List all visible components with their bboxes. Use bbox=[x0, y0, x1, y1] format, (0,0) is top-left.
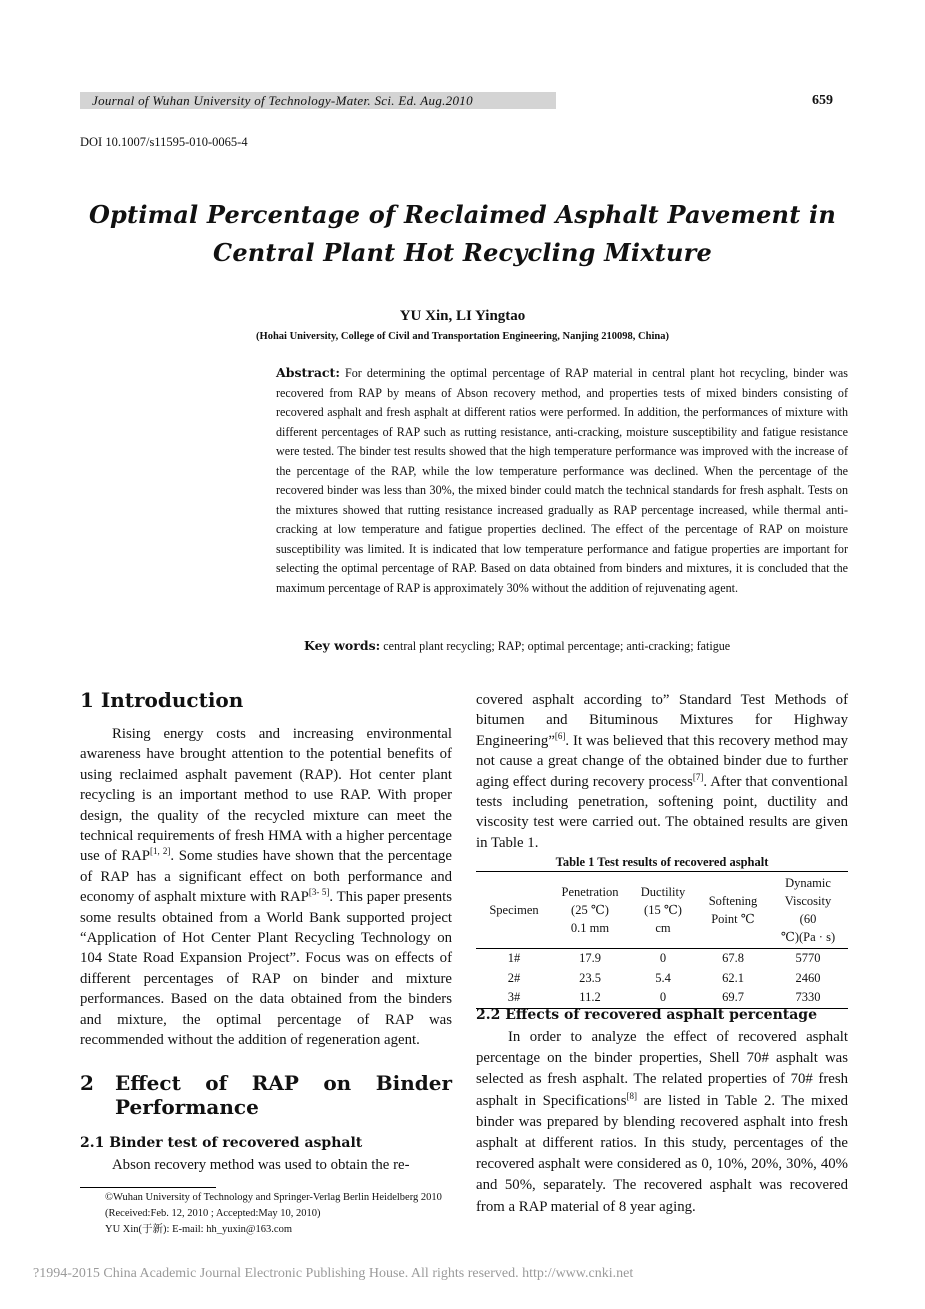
section-2-title-line2: Performance bbox=[115, 1095, 259, 1119]
journal-header: Journal of Wuhan University of Technology-Mater. Sci. Ed. Aug.2010 bbox=[92, 93, 473, 108]
section-2-2-heading: 2.2 Effects of recovered asphalt percentage bbox=[476, 1007, 817, 1023]
section-2-heading bbox=[80, 1071, 452, 1119]
section-2-1-heading: 2.1 Binder test of recovered asphalt bbox=[80, 1135, 363, 1151]
section-1-heading: 1 Introduction bbox=[80, 688, 244, 712]
abstract-label: Abstract: bbox=[276, 365, 340, 380]
recovery-paragraph bbox=[476, 690, 848, 853]
intro-text-b: . Some studies have shown that the percentage of RAP has a significant effect on both performance and economy of asphalt mixture with RAP bbox=[80, 848, 452, 906]
recovery-text-c: . After that conventional tests including penetration, softening point, ductility and viscosity test were carried out. The obtained results are given in Table 1. bbox=[476, 773, 848, 851]
table-cell: 67.8 bbox=[722, 951, 744, 965]
footnote-contact: YU Xin(于新): E-mail: hh_yuxin@163.com bbox=[105, 1224, 292, 1235]
table-1-caption: Table 1 Test results of recovered asphalt bbox=[555, 855, 769, 869]
table-cell: 3# bbox=[476, 988, 552, 1008]
copyright-footer: ?1994-2015 China Academic Journal Electronic Publishing House. All rights reserved. http://www.cnki.net bbox=[33, 1266, 634, 1281]
abstract bbox=[276, 363, 848, 598]
table-cell: 2460 bbox=[795, 970, 821, 985]
section-2-title-line1: Effect of RAP on Binder bbox=[115, 1071, 452, 1095]
section-2-2-text-a: In order to analyze the effect of recovered asphalt percentage on the binder properties, Shell 70# asphalt was selected as fresh asphalt. The related properties of 70# fresh asphalt in Specifications bbox=[476, 1029, 848, 1109]
col-ductility-line1: Ductility bbox=[640, 885, 686, 899]
intro-text-c: . This paper presents some results obtained from a World Bank supported project “Application of Hot Center Plant Recycling Technology on 104 State Road Expansion Project”. Focus was on effects of different percentages of RAP on binder and mixture performances. Based on the data obtained from the binders and mixture, the optimal percentage of RAP was recommended without the addition of regeneration agent. bbox=[80, 889, 452, 1049]
table-cell: 5.4 bbox=[655, 970, 671, 985]
section-2-1-paragraph: Abson recovery method was used to obtain the re- bbox=[112, 1157, 410, 1173]
footnote-received: (Received:Feb. 12, 2010 ; Accepted:May 10, 2010) bbox=[105, 1208, 321, 1219]
page-number: 659 bbox=[812, 93, 833, 108]
keywords-label: Key words: bbox=[304, 638, 381, 653]
col-viscosity-line3: (60 bbox=[799, 912, 817, 926]
col-viscosity-line1: Dynamic bbox=[785, 876, 831, 890]
citation-6: [6] bbox=[554, 730, 566, 741]
keywords bbox=[304, 638, 730, 654]
doi: DOI 10.1007/s11595-010-0065-4 bbox=[80, 135, 248, 149]
keywords-text: central plant recycling; RAP; optimal percentage; anti-cracking; fatigue bbox=[383, 639, 731, 653]
table-cell: 5770 bbox=[795, 951, 821, 965]
table-cell: 1# bbox=[507, 951, 521, 965]
footnote-divider bbox=[80, 1187, 216, 1188]
table-row bbox=[476, 949, 848, 969]
section-2-2-paragraph bbox=[476, 1027, 848, 1218]
col-penetration-line2: (25 ℃) bbox=[571, 903, 609, 917]
section-2-number: 2 bbox=[80, 1071, 94, 1095]
table-cell: 7330 bbox=[768, 988, 848, 1008]
section-2-2-text-b: are listed in Table 2. The mixed binder was prepared by blending recovered asphalt into fresh asphalt at different ratios. In this study, percentages of the recovered asphalt were considered as 0, 10%, 20%, 30%, 40% and 50%, separately. The recovered asphalt was recovered from a RAP material of 8 year aging. bbox=[476, 1092, 848, 1215]
affiliation: (Hohai University, College of Civil and Transportation Engineering, Nanjing 210098, China) bbox=[256, 331, 669, 342]
col-viscosity-line2: Viscosity bbox=[784, 894, 832, 908]
table-cell: 2# bbox=[507, 970, 521, 985]
citation-1-2: [1, 2] bbox=[150, 846, 171, 857]
citation-8: [8] bbox=[626, 1090, 637, 1101]
table-cell: 17.9 bbox=[579, 951, 601, 965]
abstract-text: For determining the optimal percentage of RAP material in central plant hot recycling, binder was recovered from RAP by means of Abson recovery method, and properties tests of mixed binders consisting of recovered asphalt and fresh asphalt at different ratios were performed. In addition, the performances of mixture with different percentages of RAP such as rutting resistance, anti-cracking, moisture susceptibility and fatigue resistance were tested. The binder test results showed that the high temperature performance was improved with the increase of the percentage of the RAP, while the low temperature performance was declined. When the percentage of the recovered binder was less than 30%, the mixed binder could match the technical standards for fresh asphalt. Tests on the mixtures showed that rutting resistance increased gradually as RAP percentage increased, while thermal anti-cracking at low temperature and fatigue properties declined. The effect of the percentage of RAP on moisture susceptibility was limited. It is indicated that low temperature performance and fatigue properties are important for selecting the optimal percentage of RAP. Based on data obtained from binders and mixtures, it is concluded that the maximum percentage of RAP is approximately 30% without the addition of rejuvenating agent. bbox=[276, 366, 848, 595]
table-cell: 11.2 bbox=[552, 988, 628, 1008]
col-penetration-line3: 0.1 mm bbox=[570, 921, 610, 935]
table-cell: 0 bbox=[659, 951, 667, 965]
table-row bbox=[476, 969, 848, 989]
col-specimen: Specimen bbox=[476, 872, 552, 949]
col-penetration bbox=[552, 872, 628, 949]
table-cell: 69.7 bbox=[698, 988, 768, 1008]
col-softening bbox=[698, 872, 768, 949]
col-softening-line1: Softening bbox=[708, 894, 758, 908]
authors: YU Xin, LI Yingtao bbox=[399, 308, 526, 324]
table-cell: 62.1 bbox=[722, 970, 744, 985]
intro-paragraph bbox=[80, 724, 452, 1051]
col-viscosity bbox=[768, 872, 848, 949]
table-cell: 0 bbox=[628, 988, 698, 1008]
col-penetration-line1: Penetration bbox=[561, 885, 619, 899]
table-cell: 23.5 bbox=[579, 970, 601, 985]
paper-title-line1: Optimal Percentage of Reclaimed Asphalt Pavement in bbox=[88, 200, 837, 229]
col-viscosity-line4: ℃)(Pa · s) bbox=[780, 930, 836, 944]
table-row bbox=[476, 988, 848, 1008]
paper-title-line2: Central Plant Hot Recycling Mixture bbox=[213, 238, 712, 267]
intro-text-a: Rising energy costs and increasing environmental awareness have brought attention to the potential benefits of using reclaimed asphalt pavement (RAP). Hot center plant recycling is an important method to use RAP. With proper design, the quality of the recycled mixture can meet the technical requirements of fresh HMA with a higher percentage use of RAP bbox=[80, 726, 452, 865]
table-1 bbox=[476, 871, 848, 1009]
footnote-copyright: ©Wuhan University of Technology and Springer-Verlag Berlin Heidelberg 2010 bbox=[105, 1192, 442, 1203]
col-ductility-line3: cm bbox=[655, 921, 671, 935]
col-ductility-line2: (15 ℃) bbox=[644, 903, 682, 917]
col-softening-line2: Point ℃ bbox=[711, 912, 755, 926]
col-ductility bbox=[628, 872, 698, 949]
table-header-row bbox=[476, 872, 848, 949]
citation-3-5: [3- 5] bbox=[308, 887, 330, 898]
citation-7: [7] bbox=[692, 771, 704, 782]
recovery-text-a: covered asphalt according to” Standard Test Methods of bitumen and Bituminous Mixtures for Highway Engineering” bbox=[476, 692, 848, 749]
recovery-text-b: . It was believed that this recovery method may not cause a great change of the obtained binder due to further aging effect during recovery process bbox=[476, 732, 848, 790]
